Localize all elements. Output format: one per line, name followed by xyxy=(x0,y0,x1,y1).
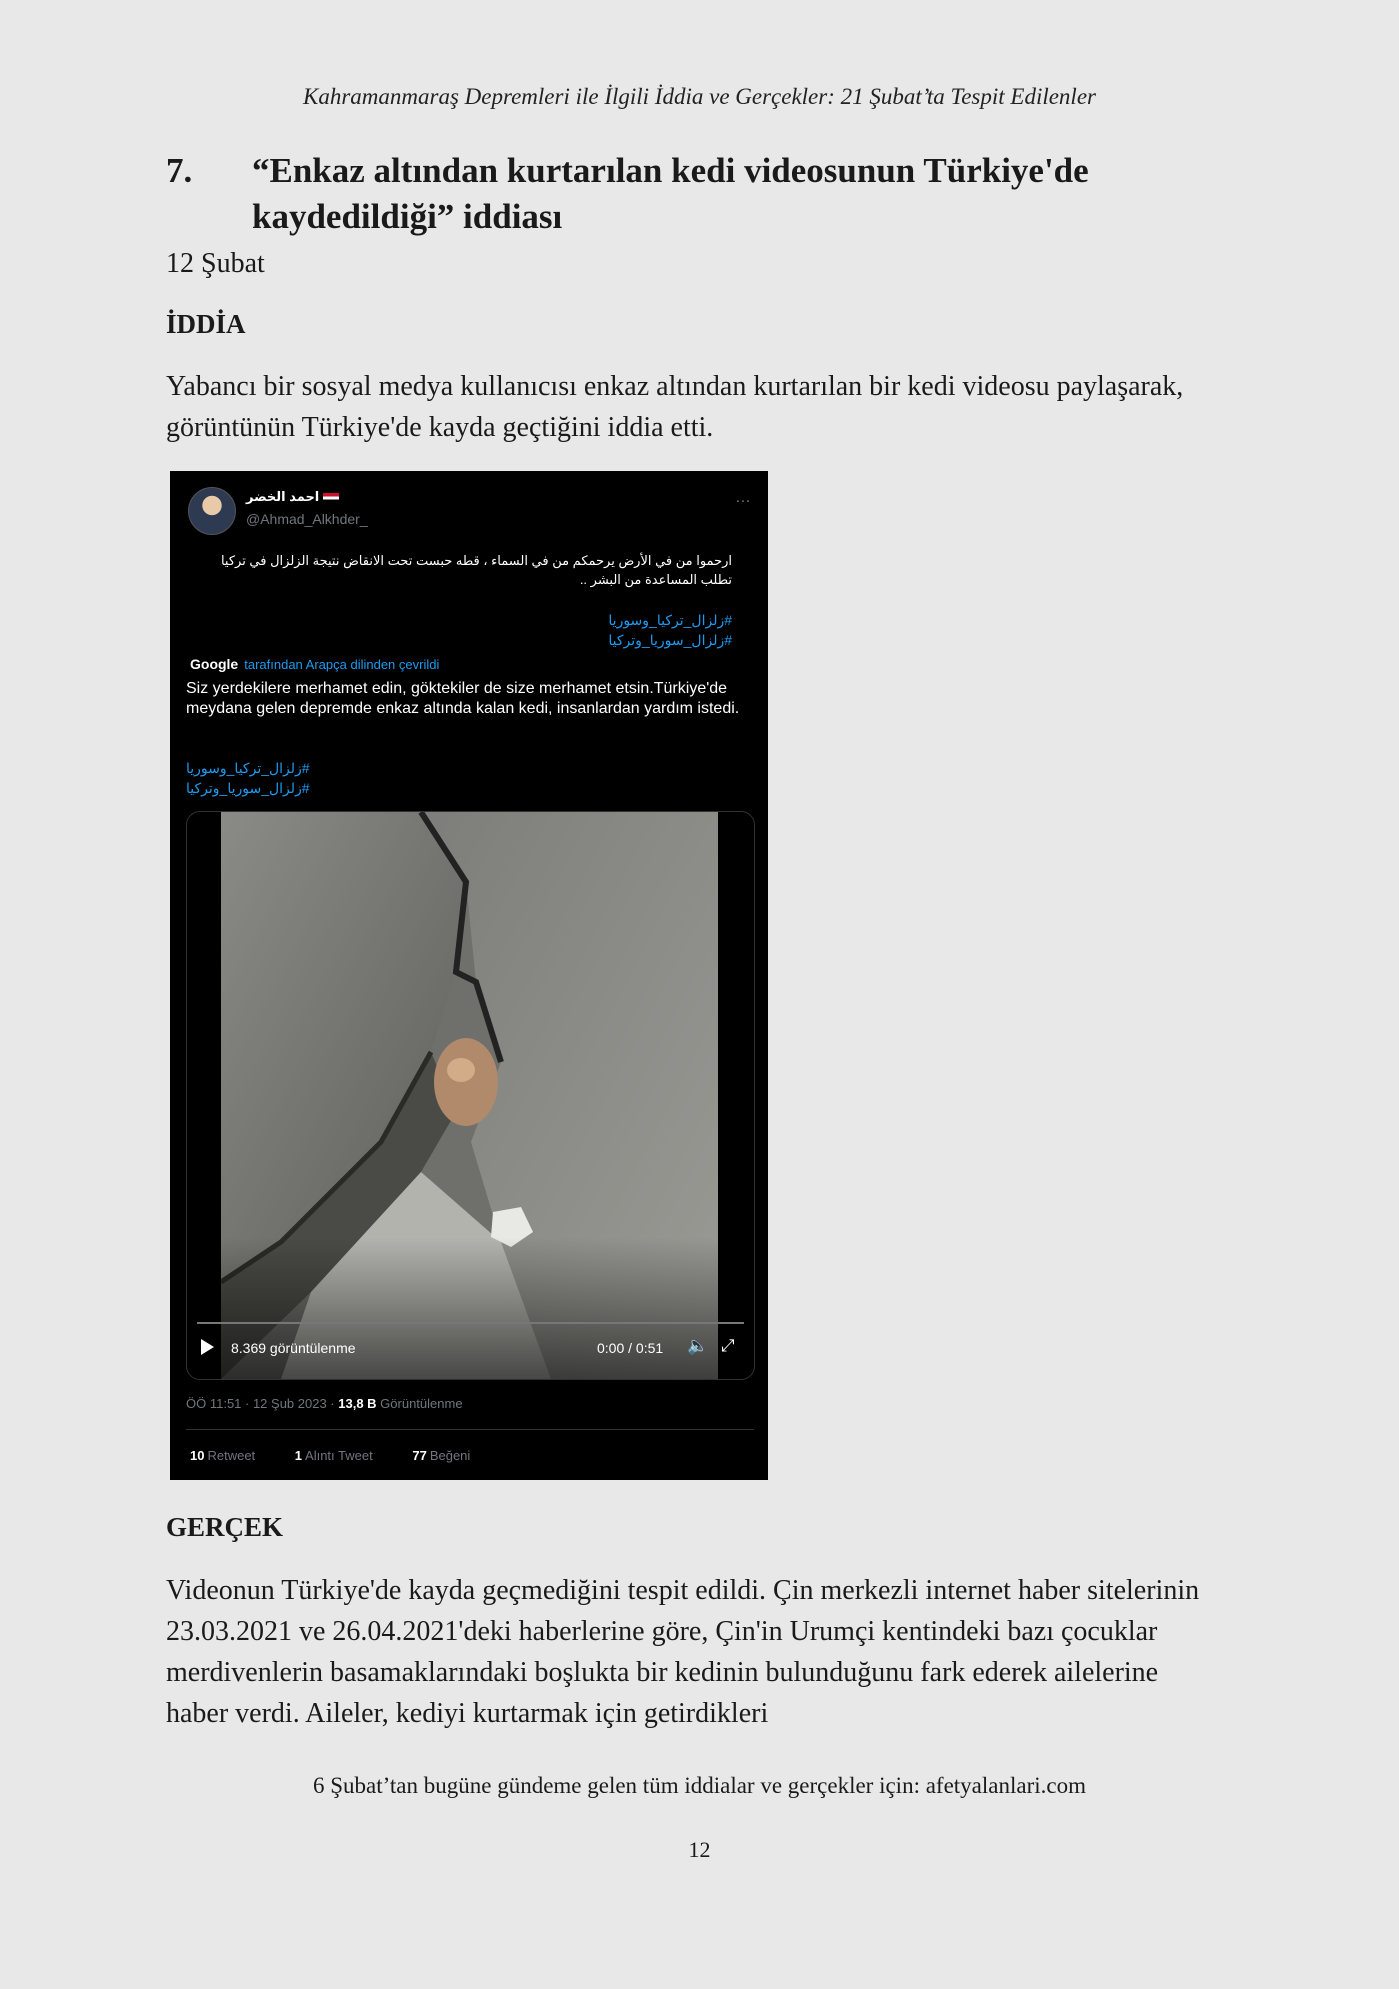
tweet-screenshot xyxy=(170,471,768,1480)
footer-note: 6 Şubat’tan bugüne gündeme gelen tüm iddialar ve gerçekler için: afetyalanlari.com xyxy=(313,1773,1086,1798)
section-number: 7. xyxy=(166,151,193,190)
video-progress-bar[interactable] xyxy=(197,1322,744,1324)
translation-hashtags xyxy=(186,758,486,798)
google-logo: Google xyxy=(190,656,239,672)
quote-count: 1 Alıntı Tweet xyxy=(294,1448,373,1463)
fact-label: GERÇEK xyxy=(166,1512,284,1542)
avatar xyxy=(188,487,236,535)
video-view-count: 8.369 görüntülenme xyxy=(231,1340,356,1356)
claim-paragraph: Yabancı bir sosyal medya kullanıcısı enkaz altından kurtarılan bir kedi videosu paylaşarak, görüntünün Türkiye'de kayda geçtiğini iddia etti. xyxy=(166,371,1184,443)
tweet-translation: Siz yerdekilere merhamet edin, göktekiler de size merhamet etsin.Türkiye'de meydana gelen depremde enkaz altında kalan kedi, insanlardan yardım istedi. xyxy=(186,680,740,717)
page-number: 12 xyxy=(688,1837,711,1862)
hashtag: #زلزال_سوريا_وتركيا xyxy=(608,632,732,648)
video-time: 0:00 / 0:51 xyxy=(597,1340,664,1356)
tweet-author-handle: @Ahmad_Alkhder_ xyxy=(246,511,368,527)
hashtag: #زلزال_تركيا_وسوريا xyxy=(186,760,310,776)
translation-note: Google tarafından Arapça dilinden çevrildi xyxy=(190,656,440,672)
volume-icon[interactable]: 🔈 xyxy=(687,1336,709,1355)
tweet-author-name: احمد الخضر xyxy=(246,489,339,505)
like-count: 77 Beğeni xyxy=(412,1448,471,1463)
tweet-video xyxy=(186,811,755,1380)
more-icon: … xyxy=(735,489,752,506)
video-frame xyxy=(221,812,718,1379)
fact-paragraph: Videonun Türkiye'de kayda geçmediğini tespit edildi. Çin merkezli internet haber sitelerinin 23.03.2021 ve 26.04.2021'deki haberlerine göre, Çin'in Urumçi kentindeki bazı çocuklar merdivenlerin basamaklarındaki boşlukta bir kedinin bulunduğunu fark ederek ailelerine haber verdi. Aileler, kediyi kurtarmak için getirdikleri xyxy=(166,1575,1200,1729)
tweet-original-text: ارحموا من في الأرض يرحمكم من في السماء ، قطه حبست تحت الانقاض نتيجة الزلزال في تركيا تطلب المساعدة من البشر .. xyxy=(220,553,732,587)
retweet-count: 10 Retweet xyxy=(190,1448,256,1463)
hashtag: #زلزال_سوريا_وتركيا xyxy=(186,780,310,796)
tweet-hashtags xyxy=(200,610,732,650)
claim-label: İDDİA xyxy=(166,309,246,339)
hashtag: #زلزال_تركيا_وسوريا xyxy=(608,612,732,628)
flag-icon xyxy=(323,493,339,503)
play-icon[interactable] xyxy=(201,1339,214,1355)
section-title: “Enkaz altından kurtarılan kedi videosunun Türkiye'de kaydedildiği” iddiası xyxy=(252,151,1089,236)
tweet-stats xyxy=(190,1448,506,1463)
date-line: 12 Şubat xyxy=(166,248,265,279)
divider xyxy=(186,1429,754,1430)
running-header: Kahramanmaraş Depremleri ile İlgili İddia ve Gerçekler: 21 Şubat’ta Tespit Edilenler xyxy=(303,84,1096,109)
tweet-meta: ÖÖ 11:51 · 12 Şub 2023 · 13,8 B Görüntülenme xyxy=(186,1396,463,1411)
fullscreen-icon[interactable]: ⤢ xyxy=(721,1336,735,1355)
